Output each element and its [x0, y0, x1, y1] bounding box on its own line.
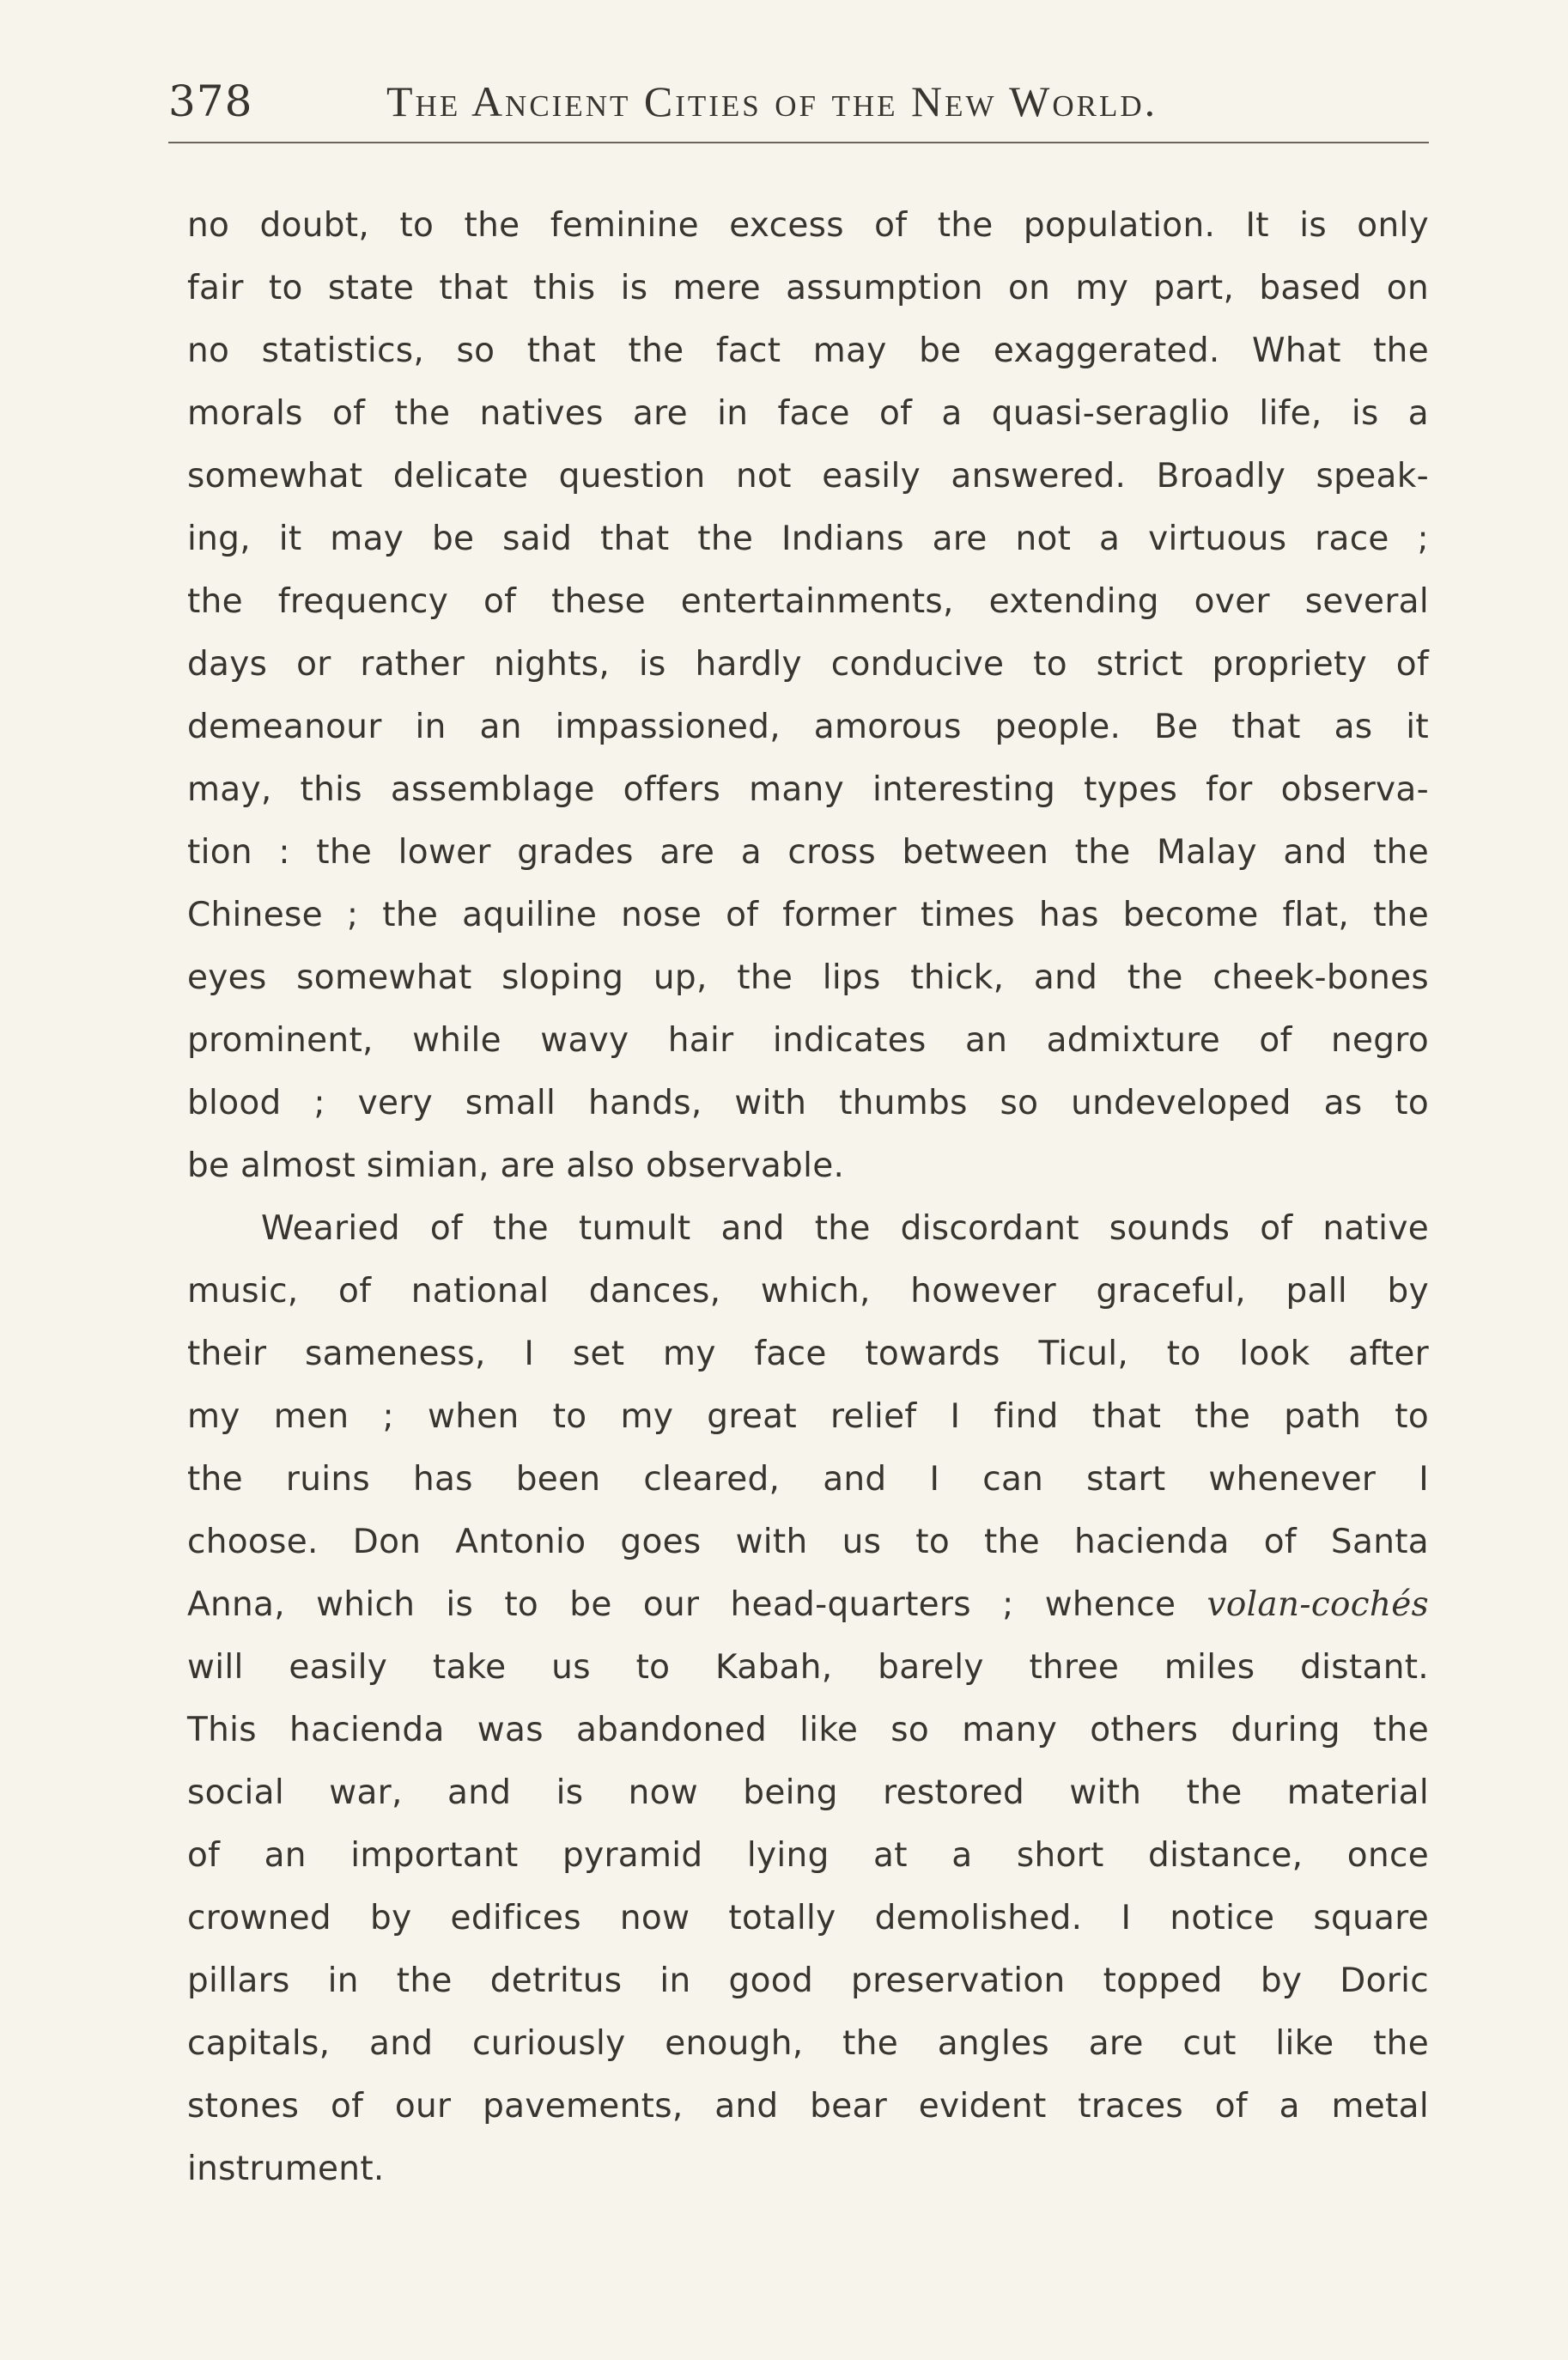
italic-term: volan-cochés — [1206, 1585, 1429, 1624]
text-line: pillars in the detritus in good preservation topped by Doric — [187, 1962, 1429, 2000]
text-line: demeanour in an impassioned, amorous people. Be that as it — [187, 708, 1429, 746]
text-line: morals of the natives are in face of a quasi-seraglio life, is a — [187, 394, 1429, 433]
text-line: the frequency of these entertainments, extending over several — [187, 582, 1429, 621]
text-line: somewhat delicate question not easily answered. Broadly speak- — [187, 457, 1429, 496]
text-line: stones of our pavements, and bear evident traces of a metal — [187, 2087, 1429, 2126]
paragraph-2 — [187, 1197, 1429, 2200]
text-line: blood ; very small hands, with thumbs so undeveloped as to — [187, 1084, 1429, 1122]
text-line: tion : the lower grades are a cross between the Malay and the — [187, 833, 1429, 872]
text-line: their sameness, I set my face towards Ticul, to look after — [187, 1335, 1429, 1373]
text-line: social war, and is now being restored with the material — [187, 1773, 1429, 1812]
text-line: may, this assemblage offers many interesting types for observa- — [187, 770, 1429, 809]
text-line: be almost simian, are also observable. — [187, 1147, 845, 1185]
text-line: capitals, and curiously enough, the angles are cut like the — [187, 2024, 1429, 2063]
text-line: Wearied of the tumult and the discordant sounds of native — [261, 1209, 1429, 1248]
text-line: will easily take us to Kabah, barely three miles distant. — [187, 1648, 1429, 1687]
running-title: The Ancient Cities of the New World. — [386, 77, 1158, 125]
text-line: crowned by edifices now totally demolished. I notice square — [187, 1899, 1429, 1937]
text-line: fair to state that this is mere assumption on my part, based on — [187, 269, 1429, 307]
text-line: This hacienda was abandoned like so many others during the — [187, 1711, 1429, 1749]
text-line: my men ; when to my great relief I find that the path to — [187, 1397, 1429, 1436]
paragraph-1 — [187, 194, 1429, 1197]
text-line: instrument. — [187, 2150, 385, 2188]
text-line-with-italic — [187, 1573, 1429, 1636]
line-text-segment: Anna, which is to be our head-quarters ; whence — [187, 1585, 1207, 1624]
text-line: days or rather nights, is hardly conducive to strict propriety of — [187, 645, 1429, 684]
body-text — [187, 194, 1429, 2200]
text-line: no statistics, so that the fact may be exaggerated. What the — [187, 331, 1429, 370]
header-rule — [168, 142, 1429, 143]
text-line: eyes somewhat sloping up, the lips thick, and the cheek-bones — [187, 958, 1429, 997]
text-line: prominent, while wavy hair indicates an admixture of negro — [187, 1021, 1429, 1060]
text-line: Chinese ; the aquiline nose of former times has become flat, the — [187, 896, 1429, 934]
text-line: of an important pyramid lying at a short distance, once — [187, 1836, 1429, 1875]
text-line: music, of national dances, which, however graceful, pall by — [187, 1272, 1429, 1311]
text-line: choose. Don Antonio goes with us to the hacienda of Santa — [187, 1523, 1429, 1561]
page-number: 378 — [168, 76, 253, 126]
running-head — [168, 76, 1429, 127]
text-line: ing, it may be said that the Indians are not a virtuous race ; — [187, 520, 1429, 558]
text-line: no doubt, to the feminine excess of the population. It is only — [187, 206, 1429, 245]
text-line: the ruins has been cleared, and I can start whenever I — [187, 1460, 1429, 1499]
